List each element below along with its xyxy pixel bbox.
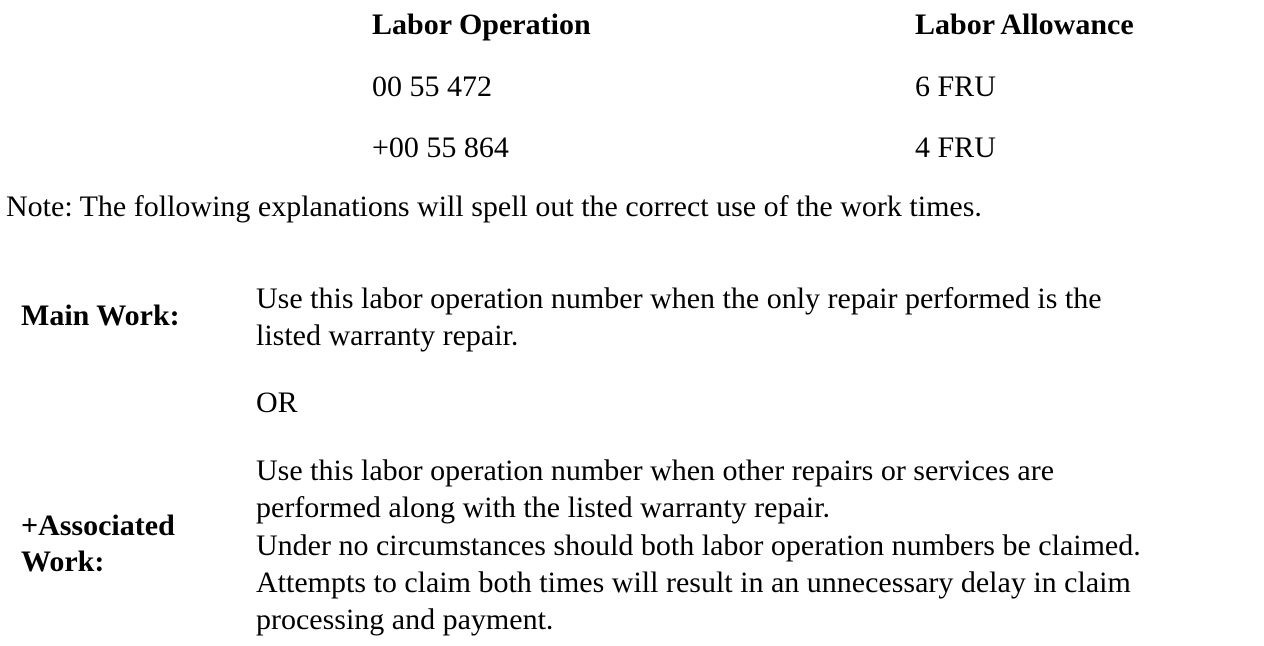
table-row-1-allowance: 6 FRU: [915, 70, 996, 103]
table-row-2-allowance: 4 FRU: [915, 131, 996, 164]
note-text: Note: The following explanations will spell out the correct use of the work times.: [6, 190, 982, 223]
associated-work-line-5: processing and payment.: [256, 603, 554, 636]
main-work-line-1: Use this labor operation number when the only repair performed is the: [256, 282, 1102, 315]
labor-operation-header: Labor Operation: [372, 8, 591, 41]
or-separator: OR: [256, 386, 298, 419]
associated-work-line-4: Attempts to claim both times will result in an unnecessary delay in claim: [256, 566, 1131, 599]
associated-work-line-2: performed along with the listed warranty repair.: [256, 491, 830, 524]
associated-work-label-line-2: Work:: [21, 545, 105, 578]
associated-work-label-line-1: +Associated: [21, 509, 175, 542]
associated-work-line-1: Use this labor operation number when other repairs or services are: [256, 454, 1055, 487]
associated-work-line-3: Under no circumstances should both labor operation numbers be claimed.: [256, 529, 1141, 562]
table-row-2-operation: +00 55 864: [372, 131, 509, 164]
table-row-1-operation: 00 55 472: [372, 70, 492, 103]
labor-allowance-header: Labor Allowance: [915, 8, 1134, 41]
main-work-label: Main Work:: [21, 299, 180, 332]
main-work-line-2: listed warranty repair.: [256, 319, 519, 352]
